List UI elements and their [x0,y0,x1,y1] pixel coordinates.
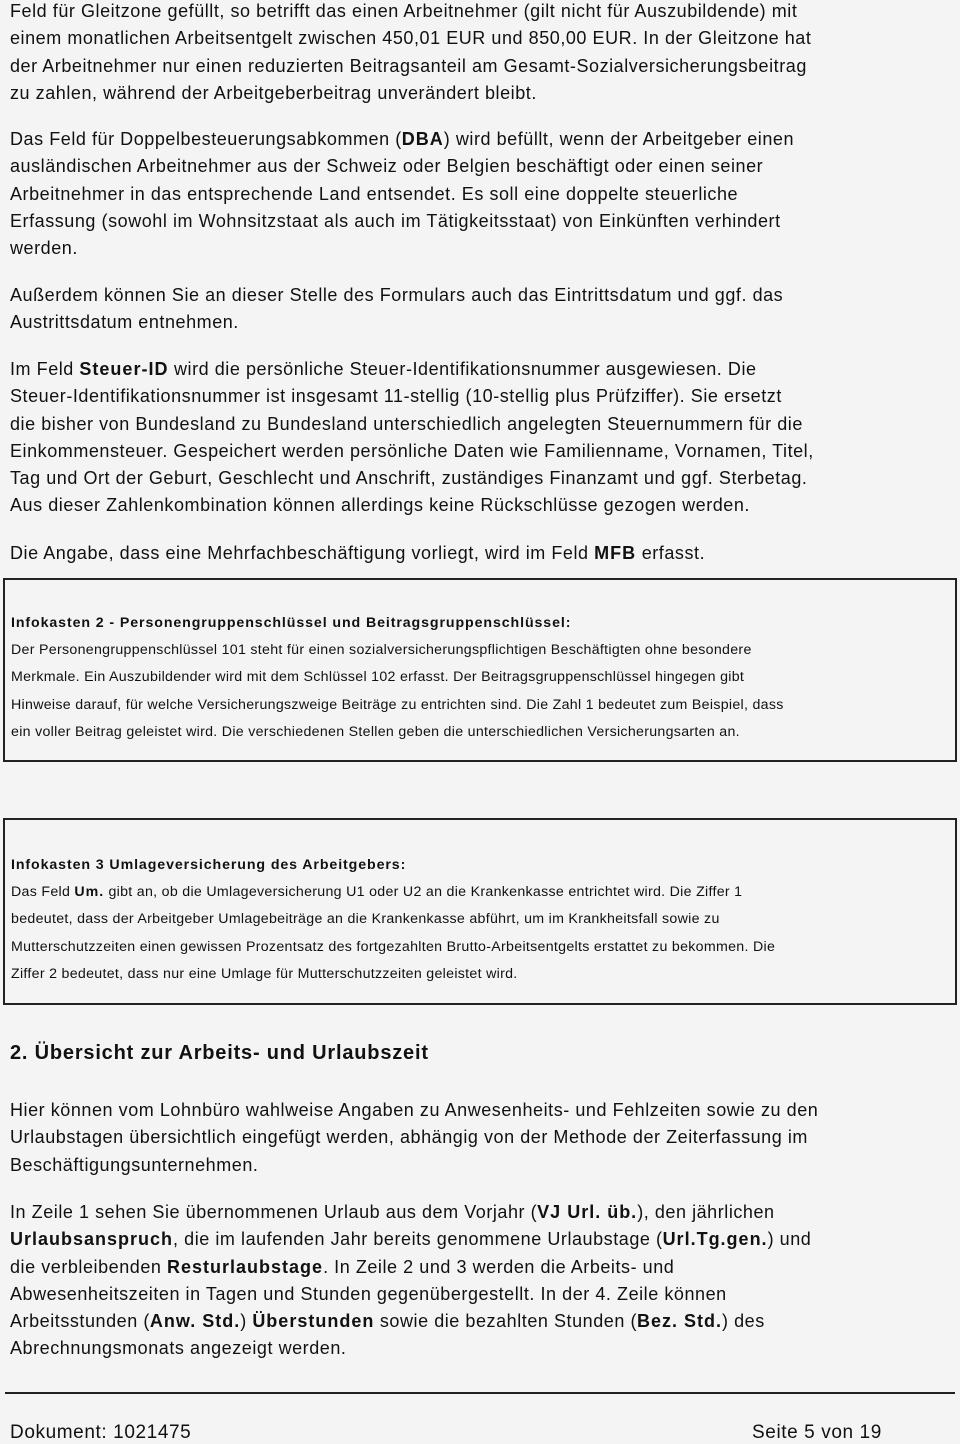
text-line [10,1254,811,1281]
text-line [10,80,811,107]
text-run: In Zeile 1 sehen Sie übernommenen Urlaub aus dem Vorjahr ( [10,1202,538,1222]
text-run: . In Zeile 2 und 3 werden die Arbeits- und [323,1256,675,1277]
text-line [11,719,784,746]
text-line [10,208,794,235]
text-line [11,906,775,933]
text-run: Arbeitsstunden ( [10,1311,150,1332]
bold-term: Anw. Std. [149,1311,241,1332]
text-run: einem monatlichen Arbeitsentgelt zwischen 450,01 EUR und 850,00 EUR. In der Gleitzone hat [10,28,812,49]
text-line [11,637,784,664]
text-line [10,282,783,309]
text-run: ) wird befüllt, wenn der Arbeitgeber einen [443,129,795,149]
text-run: Merkmale. Ein Auszubildender wird mit dem Schlüssel 102 erfasst. Der Beitragsgruppenschlüssel hingegen gibt [11,669,745,686]
text-run: ein voller Beitrag geleistet wird. Die verschiedenen Stellen geben die unterschiedlichen Versicherungsarten an. [11,723,740,740]
text-run: Mutterschutzzeiten einen gewissen Prozentsatz des fortgezahlten Brutto-Arbeitsentgelts erstattet zu bekommen. Die [11,938,776,955]
footer-document-number: Dokument: 1021475 [10,1422,192,1443]
text-run: Hinweise darauf, für welche Versicherungszweige Beiträge zu entrichten sind. Die Zahl 1 bedeutet zum Beispiel, dass [11,696,784,713]
text-run: Ziffer 2 bedeutet, dass nur eine Umlage für Mutterschutzzeiten geleistet wird. [11,965,518,982]
text-run: Außerdem können Sie an dieser Stelle des Formulars auch das Eintrittsdatum und ggf. das [10,285,784,305]
text-run: die bisher von Bundesland zu Bundesland unterschiedlich angelegten Steuernummern für die [10,413,803,434]
text-run: Erfassung (sowohl im Wohnsitzstaat als auch im Tätigkeitsstaat) von Einkünften verhindert [10,210,781,231]
text-line [10,1335,811,1362]
paragraph-urlaub [10,1199,811,1363]
text-run: der Arbeitnehmer nur einen reduzierten Beitragsanteil am Gesamt-Sozialversicherungsbeitrag [10,55,807,76]
text-line [10,0,811,25]
text-run: die verbleibenden [10,1256,168,1277]
text-line [10,181,794,208]
text-line [10,126,794,153]
text-line [11,664,784,691]
bold-term: DBA [401,129,444,149]
footer-divider [5,1392,955,1394]
text-run: ) und [767,1229,812,1250]
text-line [10,1097,818,1124]
text-run: Abwesenheitszeiten in Tagen und Stunden gegenübergestellt. In der 4. Zeile können [10,1283,727,1304]
text-line [10,411,814,438]
text-line [10,235,794,262]
text-run: Beschäftigungsunternehmen. [10,1154,259,1175]
paragraph-mfb [10,540,705,567]
text-run: Einkommensteuer. Gespeichert werden persönliche Daten wie Familienname, Vornamen, Titel, [10,440,814,461]
text-line [11,934,775,961]
text-run: bedeutet, dass der Arbeitgeber Umlagebeiträge an die Krankenkasse abführt, um im Krankheitsfall sowie zu [11,911,720,928]
infobox-2-title: Infokasten 2 - Personengruppenschlüssel und Beitragsgruppenschlüssel: [11,615,572,631]
infobox-3-title: Infokasten 3 Umlageversicherung des Arbeitgebers: [11,857,407,873]
text-line [10,309,783,336]
paragraph-gleitzone [10,0,811,107]
text-run: Aus dieser Zahlenkombination können allerdings keine Rückschlüsse gezogen werden. [10,495,750,516]
text-run: ) des [722,1311,765,1332]
text-run: Austrittsdatum entnehmen. [10,312,239,333]
bold-term: Überstunden [252,1311,375,1332]
text-run: Abrechnungsmonats angezeigt werden. [10,1338,347,1359]
text-line [10,383,814,410]
text-run: Hier können vom Lohnbüro wahlweise Angaben zu Anwesenheits- und Fehlzeiten sowie zu den [10,1100,819,1120]
bold-term: Resturlaubstage [167,1256,324,1277]
text-run: wird die persönliche Steuer-Identifikationsnummer ausgewiesen. Die [168,359,757,379]
text-run: , die im laufenden Jahr bereits genommene Urlaubstage ( [173,1229,663,1250]
text-run: Urlaubstagen übersichtlich eingefügt werden, abhängig von der Methode der Zeiterfassung im [10,1127,808,1148]
infobox-2-text [11,637,784,746]
paragraph-steuer-id [10,356,814,520]
text-line [10,1281,811,1308]
text-run: erfasst. [636,543,706,563]
footer-page-number: Seite 5 von 19 [752,1422,882,1443]
infobox-3 [3,818,957,1005]
paragraph-dba [10,126,794,262]
text-line [10,356,814,383]
text-line [10,1308,811,1335]
text-run: ausländischen Arbeitnehmer aus der Schweiz oder Belgien beschäftigt oder einen seiner [10,156,764,177]
bold-term: Url.Tg.gen. [662,1229,768,1250]
paragraph-eintrittsdatum [10,282,783,337]
text-run: ) [240,1311,253,1332]
text-line [10,25,811,52]
bold-term: Urlaubsanspruch [10,1229,174,1250]
bold-term: MFB [594,543,637,563]
text-line [10,492,814,519]
text-run: Das Feld für Doppelbesteuerungsabkommen ( [10,129,402,149]
text-run: Im Feld [10,359,80,379]
text-line [10,1124,818,1151]
text-line [11,692,784,719]
text-line [10,1226,811,1253]
text-line [10,53,811,80]
text-run: Die Angabe, dass eine Mehrfachbeschäftigung vorliegt, wird im Feld [10,543,595,563]
text-run: Arbeitnehmer in das entsprechende Land entsendet. Es soll eine doppelte steuerliche [10,183,739,204]
text-run: Tag und Ort der Geburt, Geschlecht und Anschrift, zuständiges Finanzamt und ggf. Sterbetag. [10,468,808,489]
text-run: zu zahlen, während der Arbeitgeberbeitrag unverändert bleibt. [10,82,537,103]
bold-term: Um. [74,884,105,900]
text-run: Der Personengruppenschlüssel 101 steht für einen sozialversicherungspflichtigen Beschäftigten ohne besondere [11,642,752,658]
paragraph-zeiten [10,1097,818,1179]
text-line [10,1152,818,1179]
text-run: ), den jährlichen [637,1202,775,1222]
text-run: Das Feld [11,884,75,900]
text-run: Steuer-Identifikationsnummer ist insgesamt 11-stellig (10-stellig plus Prüfziffer). Sie ersetzt [10,386,782,407]
infobox-3-text [11,879,775,988]
text-run: gibt an, ob die Umlageversicherung U1 oder U2 an die Krankenkasse entrichtet wird. Die Ziffer 1 [104,884,743,900]
text-line [10,153,794,180]
bold-term: VJ Url. üb. [537,1202,638,1222]
section-heading: 2. Übersicht zur Arbeits- und Urlaubszeit [10,1042,429,1064]
text-line [10,540,705,567]
text-line [10,465,814,492]
text-line [10,438,814,465]
text-line [11,961,775,988]
bold-term: Bez. Std. [637,1311,723,1332]
text-run: Feld für Gleitzone gefüllt, so betrifft das einen Arbeitnehmer (gilt nicht für Auszubildende) mit [10,1,798,21]
text-line [11,879,775,906]
text-run: werden. [10,238,78,259]
infobox-2 [3,578,957,762]
text-line [10,1199,811,1226]
text-run: sowie die bezahlten Stunden ( [374,1311,637,1332]
bold-term: Steuer-ID [79,359,169,379]
